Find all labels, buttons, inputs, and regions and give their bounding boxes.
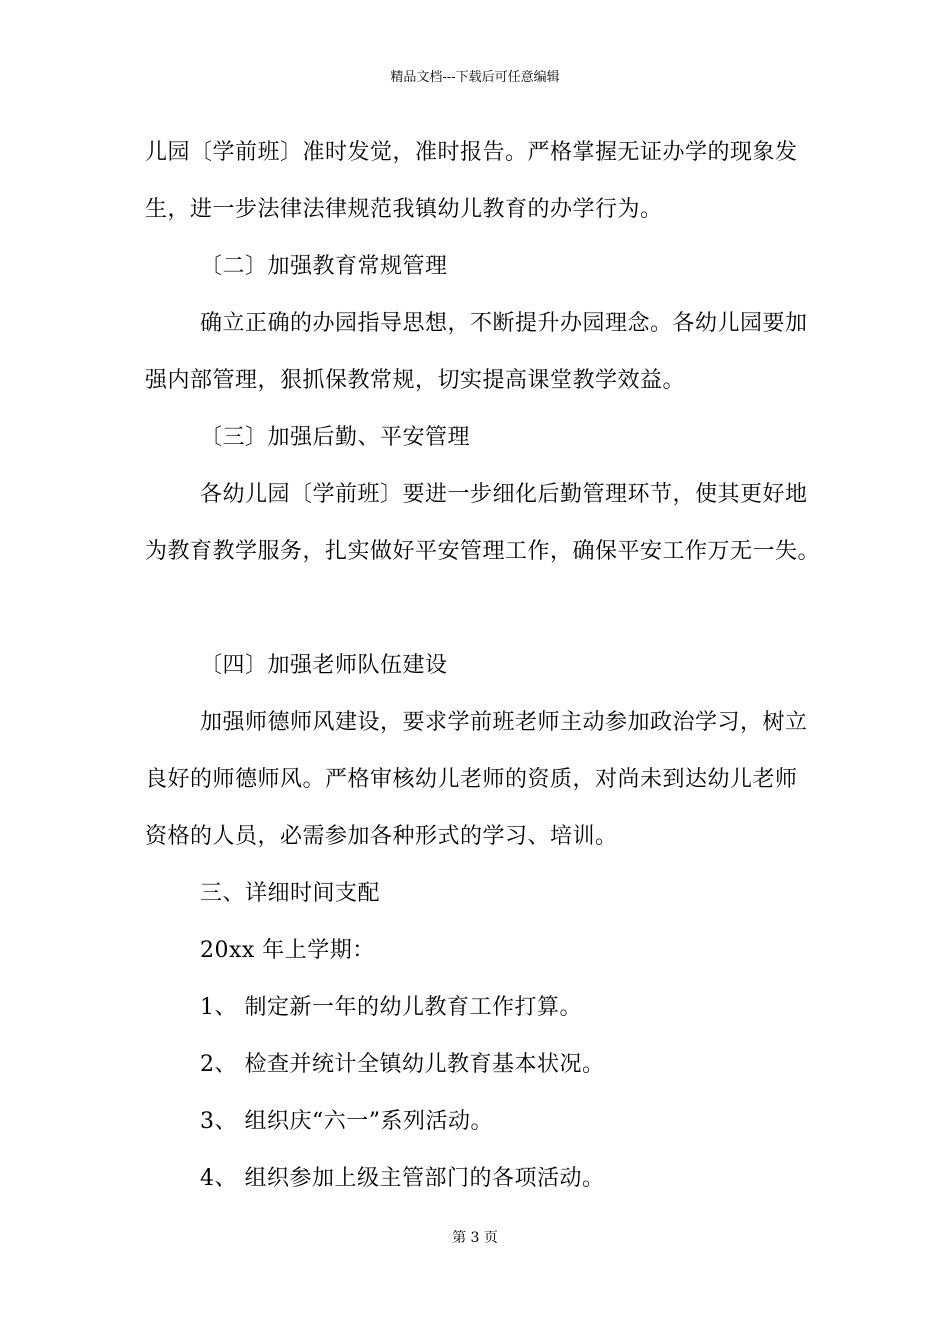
paragraph-line: 强内部管理，狠抓保教常规，切实提高课堂教学效益。 (145, 368, 686, 393)
list-item: 4、 组织参加上级主管部门的各项活动。 (200, 1166, 605, 1191)
paragraph-line: 确立正确的办园指导思想，不断提升办园理念。各幼儿园要加 (200, 311, 808, 336)
paragraph-line: 20xx 年上学期： (200, 938, 375, 963)
list-item: 2、 检查并统计全镇幼儿教育基本状况。 (200, 1052, 605, 1077)
paragraph-line: 各幼儿园〔学前班〕要进一步细化后勤管理环节，使其更好地 (200, 482, 808, 507)
section-heading: 三、详细时间支配 (200, 881, 381, 906)
paragraph-line: 加强师德师风建设，要求学前班老师主动参加政治学习，树立 (200, 710, 808, 735)
section-heading: 〔四〕加强老师队伍建设 (200, 653, 448, 678)
list-item: 1、 制定新一年的幼儿教育工作打算。 (200, 995, 582, 1020)
paragraph-line: 儿园〔学前班〕准时发觉，准时报告。严格掌握无证办学的现象发 (145, 140, 798, 165)
section-heading: 〔二〕加强教育常规管理 (200, 254, 448, 279)
section-heading: 〔三〕加强后勤、平安管理 (200, 425, 471, 450)
page-number: 第 3 页 (452, 1230, 498, 1246)
page-header: 精品文档---下载后可任意编辑 (390, 70, 560, 85)
paragraph-line: 资格的人员，必需参加各种形式的学习、培训。 (145, 824, 618, 849)
list-item: 3、 组织庆“六一”系列活动。 (200, 1109, 493, 1134)
paragraph-line: 良好的师德师风。严格审核幼儿老师的资质，对尚未到达幼儿老师 (145, 767, 798, 792)
paragraph-line: 为教育教学服务，扎实做好平安管理工作，确保平安工作万无一失。 (145, 539, 821, 564)
paragraph-line: 生，进一步法律法律规范我镇幼儿教育的办学行为。 (145, 197, 663, 222)
